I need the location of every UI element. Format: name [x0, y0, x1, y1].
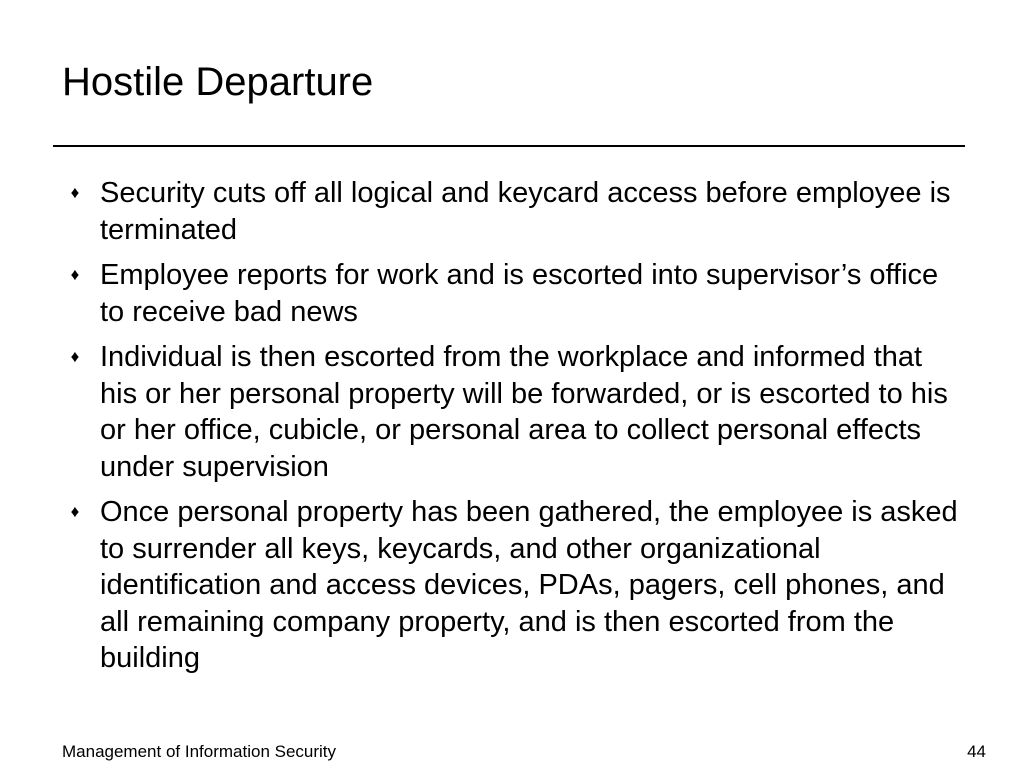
list-item [66, 494, 966, 677]
bullet-list [66, 175, 966, 686]
diamond-bullet-icon: ♦ [70, 183, 80, 202]
bullet-text: Employee reports for work and is escorted into supervisor’s office to receive bad news [100, 259, 939, 328]
diamond-bullet-icon: ♦ [70, 265, 80, 284]
list-item [66, 257, 966, 330]
slide-title: Hostile Departure [62, 60, 374, 104]
list-item [66, 175, 966, 248]
diamond-bullet-icon: ♦ [70, 502, 80, 521]
bullet-text: Individual is then escorted from the workplace and informed that his or her personal property will be forwarded, or is escorted to his or her office, cubicle, or personal area to collect personal effects under supervision [100, 341, 948, 483]
diamond-bullet-icon: ♦ [70, 347, 80, 366]
list-item [66, 339, 966, 485]
bullet-text: Once personal property has been gathered, the employee is asked to surrender all keys, keycards, and other organizational identification and access devices, PDAs, pagers, cell phones, and all remaining company property, and is then escorted from the building [100, 496, 958, 674]
title-divider [53, 145, 965, 147]
footer-course-title: Management of Information Security [62, 742, 337, 761]
bullet-text: Security cuts off all logical and keycard access before employee is terminated [100, 177, 951, 246]
page-number: 44 [967, 742, 986, 761]
